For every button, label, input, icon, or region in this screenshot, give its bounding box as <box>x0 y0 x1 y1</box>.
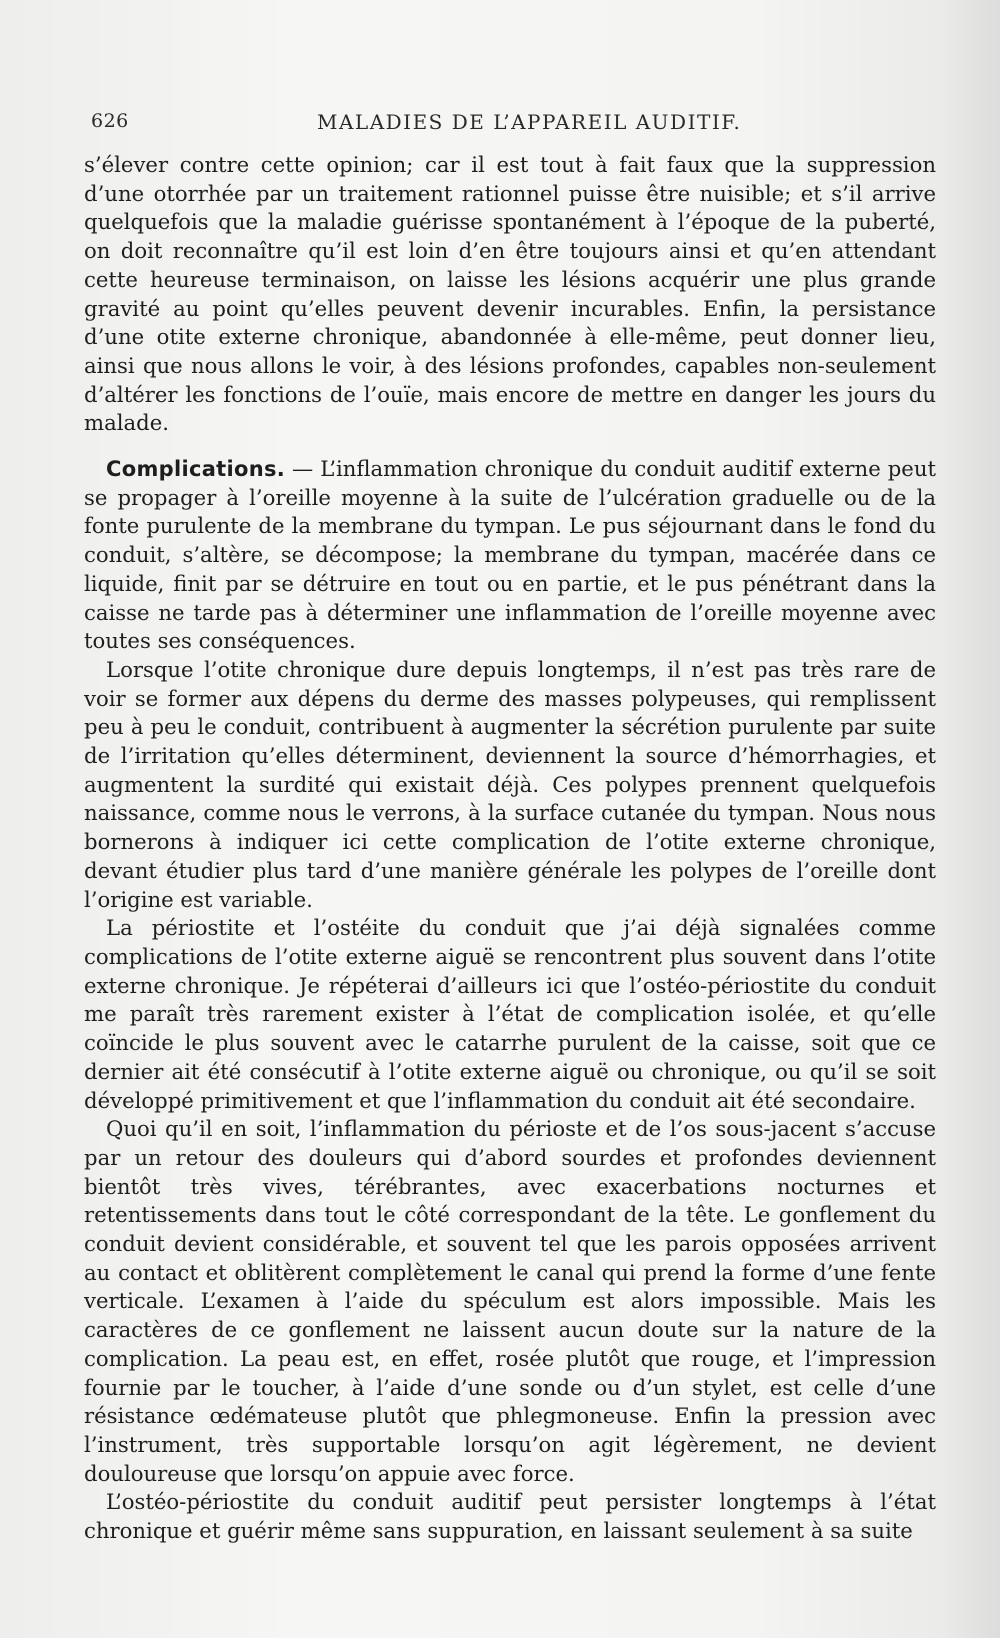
page-edge-shadow <box>940 0 1000 1638</box>
paragraph-text: — L’inflammation chronique du conduit auditif externe peut se propager à l’oreille moyenne à la suite de l’ulcération graduelle ou de la fonte purulente de la membrane du tympan. Le pus séjournant dans le fond du conduit, s’altère, se décompose; la membrane du tympan, macérée dans ce liquide, finit par se détruire en tout ou en partie, et le pus pénétrant dans la caisse ne tarde pas à déterminer une inflammation de l’oreille moyenne avec toutes ses conséquences. <box>84 456 936 654</box>
section-heading: Complications. <box>106 457 286 482</box>
paragraph <box>84 914 936 1115</box>
paragraph <box>84 1115 936 1488</box>
paragraph-text: La périostite et l’ostéite du conduit que j’ai déjà signalées comme complications de l’otite externe aiguë se rencontrent plus souvent dans l’otite externe chronique. Je répéterai d’ailleurs ici que l’ostéo-périostite du conduit me paraît très rarement exister à l’état de complication isolée, et qu’elle coïncide le plus souvent avec le catarrhe purulent de la caisse, soit que ce dernier ait été consécutif à l’otite externe aiguë ou chronique, ou qu’il se soit développé primitivement et que l’inflammation du conduit ait été secondaire. <box>84 915 936 1113</box>
page-number: 626 <box>91 110 129 132</box>
paragraph-text: Lorsque l’otite chronique dure depuis longtemps, il n’est pas très rare de voir se former aux dépens du derme des masses polypeuses, qui remplissent peu à peu le conduit, contribuent à augmenter la sécrétion purulente par suite de l’irritation qu’elles déterminent, deviennent la source d’hémorrhagies, et augmentent la surdité qui existait déjà. Ces polypes prennent quelquefois naissance, comme nous le verrons, à la surface cutanée du tympan. Nous nous bornerons à indiquer ici cette complication de l’otite externe chronique, devant étudier plus tard d’une manière générale les polypes de l’oreille dont l’origine est variable. <box>84 656 936 912</box>
paragraph <box>84 151 936 438</box>
body-text <box>84 151 936 1546</box>
paragraph <box>84 455 936 656</box>
paragraph-text: Quoi qu’il en soit, l’inflammation du périoste et de l’os sous-jacent s’accuse par un retour des douleurs qui d’abord sourdes et profondes deviennent bientôt très vives, térébrantes, avec exacerbations nocturnes et retentissements dans tout le côté correspondant de la tête. Le gonflement du conduit devient considérable, et souvent tel que les parois opposées arrivent au contact et oblitèrent complètement le canal qui prend la forme d’une fente verticale. L’examen à l’aide du spéculum est alors impossible. Mais les caractères de ce gonflement ne laissent aucun doute sur la nature de la complication. La peau est, en effet, rosée plutôt que rouge, et l’impression fournie par le toucher, à l’aide d’une sonde ou d’un stylet, est celle d’une résistance œdémateuse plutôt que phlegmoneuse. Enfin la pression avec l’instrument, très supportable lorsqu’on agit légèrement, ne devient douloureuse que lorsqu’on appuie avec force. <box>84 1116 936 1486</box>
paragraph-text: s’élever contre cette opinion; car il est tout à fait faux que la suppression d’une otorrhée par un traitement rationnel puisse être nuisible; et s’il arrive quelquefois que la maladie guérisse spontanément à l’époque de la puberté, on doit reconnaître qu’il est loin d’en être toujours ainsi et qu’en attendant cette heureuse terminaison, on laisse les lésions acquérir une plus grande gravité au point qu’elles peuvent devenir incurables. Enfin, la persistance d’une otite externe chronique, abandonnée à elle-même, peut donner lieu, ainsi que nous allons le voir, à des lésions profondes, capables non-seulement d’altérer les fonctions de l’ouïe, mais encore de mettre en danger les jours du malade. <box>84 152 936 436</box>
paragraph <box>84 1488 936 1545</box>
paragraph-text: L’ostéo-périostite du conduit auditif peut persister longtemps à l’état chronique et guérir même sans suppuration, en laissant seulement à sa suite <box>84 1489 936 1544</box>
running-title: MALADIES DE L’APPAREIL AUDITIF. <box>317 110 742 134</box>
paragraph <box>84 656 936 914</box>
